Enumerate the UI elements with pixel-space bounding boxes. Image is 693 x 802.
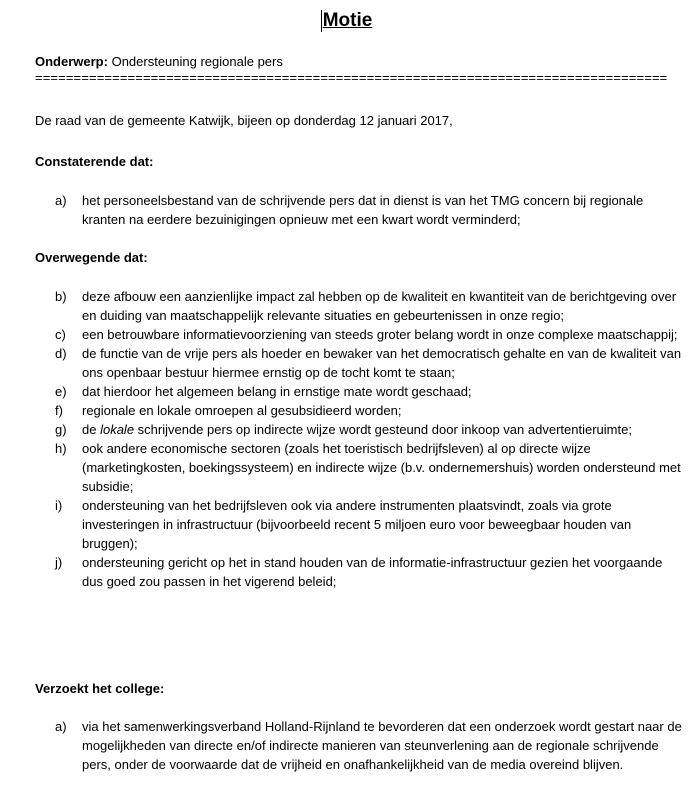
list-item-text: de functie van de vrije pers als hoeder en bewaker van het democratisch gehalte en van de kwaliteit van ons openbaar bestuur hiermee ernstig op de tocht komt te staan; bbox=[82, 346, 682, 380]
document-title[interactable] bbox=[321, 9, 373, 33]
heading-overwegende: Overwegende dat: bbox=[35, 250, 148, 265]
heading-verzoekt: Verzoekt het college: bbox=[35, 681, 165, 696]
list-item bbox=[55, 439, 685, 496]
separator-rule: ================================================================================== bbox=[35, 70, 668, 85]
list-marker: a) bbox=[55, 719, 67, 734]
list-item-text-after: schrijvende pers op indirecte wijze wordt gesteund door inkoop van advertentieruimte; bbox=[134, 422, 632, 437]
list-item-text-before: de bbox=[82, 422, 101, 437]
list-item-text: dat hierdoor het algemeen belang in ernstige mate wordt geschaad; bbox=[82, 384, 472, 399]
subject-label: Onderwerp: bbox=[35, 54, 108, 69]
list-marker: i) bbox=[55, 498, 63, 513]
list-item bbox=[55, 191, 685, 229]
list-item bbox=[55, 382, 685, 401]
list-overwegende bbox=[55, 287, 685, 591]
list-item bbox=[55, 553, 685, 591]
title-container bbox=[0, 9, 693, 33]
list-marker: d) bbox=[55, 346, 67, 361]
subject-value: Ondersteuning regionale pers bbox=[107, 54, 283, 69]
list-item bbox=[55, 401, 685, 420]
text-cursor bbox=[321, 10, 322, 32]
list-item-text: ondersteuning van het bedrijfsleven ook via andere instrumenten plaatsvindt, zoals via grote investeringen in infrastructuur (bijvoorbeeld recent 5 miljoen euro voor beweegbaar houden van bruggen); bbox=[82, 498, 632, 551]
document-title-text: Motie bbox=[322, 10, 373, 31]
list-marker: j) bbox=[55, 555, 63, 570]
list-verzoekt bbox=[55, 717, 685, 774]
list-marker: g) bbox=[55, 422, 67, 437]
list-item bbox=[55, 325, 685, 344]
list-item-text: ondersteuning gericht op het in stand houden van de informatie-infrastructuur gezien het voorgaande dus goed zou passen in het vigerend beleid; bbox=[82, 555, 663, 589]
heading-constaterende: Constaterende dat: bbox=[35, 154, 154, 169]
intro-paragraph: De raad van de gemeente Katwijk, bijeen op donderdag 12 januari 2017, bbox=[35, 113, 453, 128]
list-marker: e) bbox=[55, 384, 67, 399]
list-marker: f) bbox=[55, 403, 63, 418]
list-item-text: het personeelsbestand van de schrijvende pers dat in dienst is van het TMG concern bij regionale kranten na eerdere bezuinigingen opnieuw met een kwart wordt verminderd; bbox=[82, 193, 644, 227]
list-marker: h) bbox=[55, 441, 67, 456]
list-item bbox=[55, 287, 685, 325]
list-item bbox=[55, 717, 685, 774]
list-item-text-emphasis: lokale bbox=[100, 422, 135, 437]
list-item-text: ook andere economische sectoren (zoals het toeristisch bedrijfsleven) al op directe wijze (marketingkosten, boekingssysteem) en indirecte wijze (b.v. ondernemershuis) worden ondersteund met subsidie; bbox=[82, 441, 681, 494]
list-item bbox=[55, 344, 685, 382]
list-marker: c) bbox=[55, 327, 66, 342]
list-marker: b) bbox=[55, 289, 67, 304]
list-item-text: via het samenwerkingsverband Holland-Rijnland te bevorderen dat een onderzoek wordt gestart naar de mogelijkheden van directe en/of indirecte manieren van steunverlening aan de regionale schrijvende pers, onder de voorwaarde dat de vrijheid en onafhankelijkheid van de media overeind blijven. bbox=[82, 719, 682, 772]
list-item-text: een betrouwbare informatievoorziening van steeds groter belang wordt in onze complexe maatschappij; bbox=[82, 327, 678, 342]
list-item-text: regionale en lokale omroepen al gesubsidieerd worden; bbox=[82, 403, 402, 418]
list-item-text bbox=[82, 422, 632, 437]
list-item-text: deze afbouw een aanzienlijke impact zal hebben op de kwaliteit en kwantiteit van de berichtgeving over en duiding van maatschappelijk relevante situaties en gebeurtenissen in onze regio; bbox=[82, 289, 677, 323]
list-constaterende bbox=[55, 191, 685, 229]
list-marker: a) bbox=[55, 193, 67, 208]
list-item bbox=[55, 420, 685, 439]
list-item bbox=[55, 496, 685, 553]
